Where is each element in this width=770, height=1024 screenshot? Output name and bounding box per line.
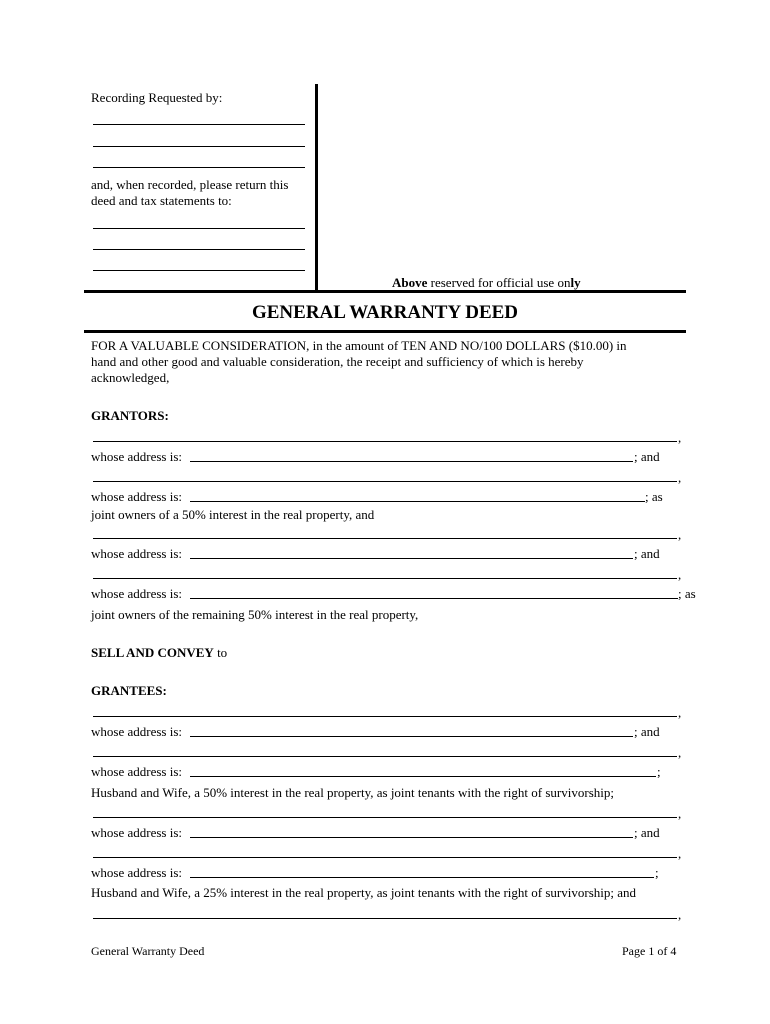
grantor-1-name-line[interactable] [93,441,677,442]
grantee-2-comma: , [678,745,682,760]
grantor-4-as: ; as [678,586,696,601]
sell-and-convey [91,646,227,659]
grantees-husband-wife-25: Husband and Wife, a 25% interest in the real property, as joint tenants with the right of survivorship; and [91,885,636,900]
grantee-2-address-label: whose address is: [91,764,182,779]
grantors-joint-remaining: joint owners of the remaining 50% interest in the real property, [91,607,419,622]
grantee-3-name-line[interactable] [93,817,677,818]
footer-page-number: Page 1 of 4 [622,944,677,958]
consideration-line-2: hand and other good and valuable consideration, the receipt and sufficiency of which is hereby [91,354,584,369]
grantee-2-name-line[interactable] [93,756,677,757]
grantor-1-comma: , [678,430,682,445]
grantees-heading: GRANTEES: [91,683,167,698]
grantee-3-and: ; and [634,825,660,840]
recording-requested-line-2[interactable] [93,146,305,147]
grantor-2-comma: , [678,470,682,485]
return-to-line-3[interactable] [93,270,305,271]
grantee-2-address-line[interactable] [190,776,656,777]
sell-and-convey-to: to [213,645,228,660]
grantee-2-semicolon: ; [657,764,661,779]
grantees-husband-wife-50: Husband and Wife, a 50% interest in the real property, as joint tenants with the right of survivorship; [91,785,614,800]
grantor-4-address-line[interactable] [190,598,678,599]
grantee-3-address-label: whose address is: [91,825,182,840]
grantor-2-address-label: whose address is: [91,489,182,504]
return-to-label-line1: and, when recorded, please return this [91,177,289,192]
recording-requested-label: Recording Requested by: [91,90,223,105]
grantee-3-address-line[interactable] [190,837,633,838]
grantor-2-address-line[interactable] [190,501,645,502]
grantor-3-comma: , [678,527,682,542]
grantor-2-as: ; as [645,489,663,504]
official-use-bold-1: Above [392,275,428,290]
grantee-4-semicolon: ; [655,865,659,880]
grantor-3-name-line[interactable] [93,538,677,539]
recording-requested-line-3[interactable] [93,167,305,168]
grantee-4-name-line[interactable] [93,857,677,858]
grantor-1-and: ; and [634,449,660,464]
consideration-line-1: FOR A VALUABLE CONSIDERATION, in the amount of TEN AND NO/100 DOLLARS ($10.00) in [91,338,627,353]
return-to-line-2[interactable] [93,249,305,250]
recording-box-divider [315,84,318,290]
grantor-4-comma: , [678,567,682,582]
grantor-1-address-line[interactable] [190,461,633,462]
grantor-3-address-label: whose address is: [91,546,182,561]
grantor-4-name-line[interactable] [93,578,677,579]
consideration-line-3: acknowledged, [91,370,170,385]
grantee-3-comma: , [678,806,682,821]
grantor-3-and: ; and [634,546,660,561]
grantee-1-address-label: whose address is: [91,724,182,739]
grantors-joint-50: joint owners of a 50% interest in the real property, and [91,507,375,522]
official-use-middle: reserved for official use on [427,275,571,290]
recording-requested-line-1[interactable] [93,124,305,125]
grantor-3-address-line[interactable] [190,558,633,559]
grantor-4-address-label: whose address is: [91,586,182,601]
return-to-label-line2: deed and tax statements to: [91,193,232,208]
grantor-2-name-line[interactable] [93,481,677,482]
official-use-note [392,276,581,289]
grantee-1-and: ; and [634,724,660,739]
grantors-heading: GRANTORS: [91,408,169,423]
grantee-1-comma: , [678,705,682,720]
grantee-4-address-line[interactable] [190,877,654,878]
return-to-line-1[interactable] [93,228,305,229]
page-title: GENERAL WARRANTY DEED [251,302,519,323]
grantee-4-comma: , [678,846,682,861]
header-rule-top [84,290,686,293]
grantor-1-address-label: whose address is: [91,449,182,464]
header-rule-bottom [84,330,686,333]
grantee-4-address-label: whose address is: [91,865,182,880]
sell-and-convey-bold: SELL AND CONVEY [91,645,214,660]
footer-document-name: General Warranty Deed [91,944,205,958]
grantee-1-name-line[interactable] [93,716,677,717]
grantee-5-name-line[interactable] [93,918,677,919]
grantee-1-address-line[interactable] [190,736,633,737]
grantee-5-comma: , [678,907,682,922]
official-use-bold-2: ly [570,275,581,290]
